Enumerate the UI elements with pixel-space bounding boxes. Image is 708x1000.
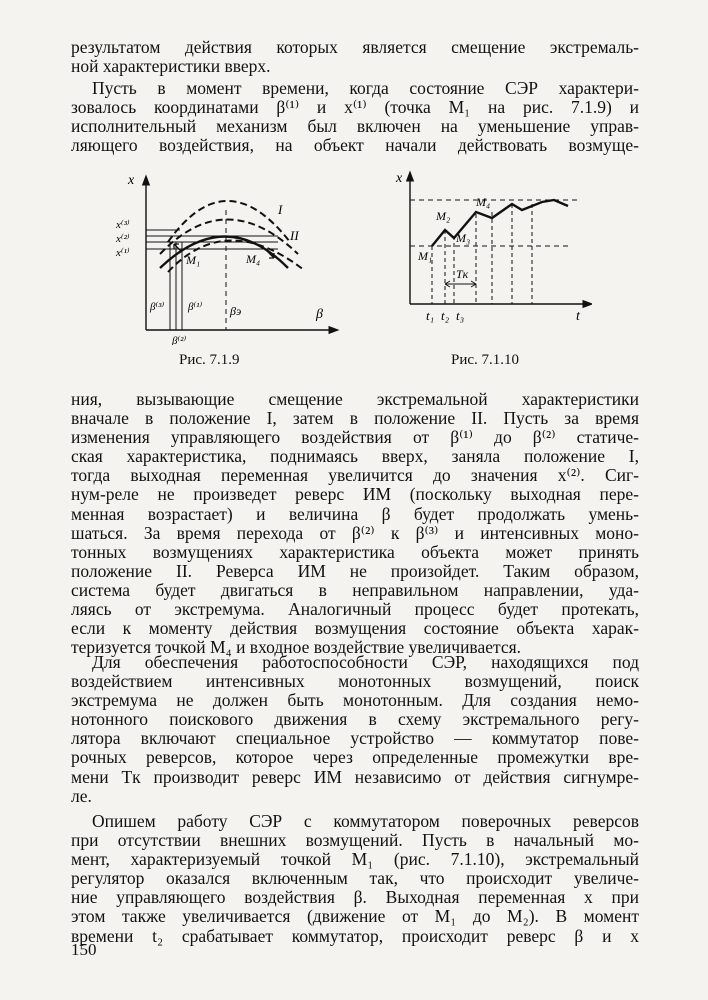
- text-line: менная возрастает) и величина β будет продолжать умень-: [71, 503, 639, 524]
- text-line: если к моменту действия возмущения состояние объекта харак-: [71, 618, 639, 639]
- text-line: времени t₂ срабатывает коммутатор, происходит реверс β и x: [71, 925, 639, 946]
- fig1-x2-label: x⁽²⁾: [116, 233, 130, 245]
- fig1-be-label: βэ: [230, 304, 242, 318]
- text-line: ле.: [71, 785, 92, 806]
- text-line: рочных реверсов, которое через определенные промежутки вре-: [71, 747, 639, 768]
- text-line: система будет двигаться в неправильном направлении, уда-: [71, 579, 639, 600]
- fig2-y-label: x: [396, 171, 403, 186]
- fig1-b2-label: β⁽²⁾: [172, 335, 187, 345]
- text-line: ляющего воздействия, на объект начали действовать возмуще-: [71, 135, 639, 156]
- text-block-5: [71, 812, 639, 946]
- text-line: вначале в положение I, затем в положение II. Пусть за время: [71, 408, 639, 429]
- text-line: результатом действия которых является смещение экстремаль-: [71, 37, 639, 57]
- fig1-m1-label: M₁: [186, 253, 201, 267]
- text-line: лятора включают специальное устройство — коммутатор пове-: [71, 728, 639, 749]
- text-block-4: [71, 653, 639, 806]
- fig2-x-label: t: [576, 309, 580, 324]
- text-line: тонных возмущениях характеристика объекта может принять: [71, 541, 639, 562]
- figure-7-1-9: [110, 170, 340, 345]
- fig1-x1-label: x⁽¹⁾: [116, 247, 130, 259]
- text-block-2: [71, 79, 639, 155]
- text-line: Для обеспечения работоспособности СЭР, находящихся под: [92, 652, 639, 672]
- fig2-t3-label: t₃: [456, 308, 465, 323]
- text-block-1: [71, 38, 639, 76]
- text-block-3: [71, 390, 639, 657]
- text-line: изменения управляющего воздействия от β⁽¹⁾ до β⁽²⁾ статиче-: [71, 427, 639, 448]
- text-line: исполнительный механизм был включен на уменьшение управ-: [71, 116, 639, 137]
- caption-fig-7-1-10: Рис. 7.1.10: [451, 352, 520, 368]
- fig2-m1-label: M₁: [418, 249, 433, 263]
- fig1-curve1-label: I: [278, 202, 283, 217]
- text-line: мени Tк производит реверс ИМ независимо от действия сигнумре-: [71, 766, 639, 787]
- fig2-m2-label: M₂: [436, 209, 451, 223]
- text-line: ляясь от экстремума. Аналогичный процесс будет протекать,: [71, 599, 639, 620]
- text-line: Опишем работу СЭР с коммутатором поверочных реверсов: [92, 811, 639, 831]
- figure-7-1-10: [392, 168, 592, 328]
- text-line: воздействием интенсивных монотонных возмущений, поиск: [71, 671, 639, 692]
- text-line: при отсутствии внешних возмущений. Пусть в начальный мо-: [71, 830, 639, 851]
- fig2-t1-label: t₁: [426, 308, 435, 323]
- text-line: регулятор оказался включенным так, что происходит увеличе-: [71, 868, 639, 889]
- text-line: ния, вызывающие смещение экстремальной характеристики: [71, 389, 639, 409]
- text-line: ская характеристика, поднимаясь вверх, заняла положение I,: [71, 446, 639, 467]
- fig2-t2-label: t₂: [441, 308, 450, 323]
- fig1-curve2-label: II: [290, 228, 299, 243]
- fig1-m4-label: M₄: [246, 252, 261, 266]
- text-line: экстремума не должен быть монотонным. Для создания немо-: [71, 690, 639, 711]
- fig1-b1-label: β⁽¹⁾: [188, 301, 203, 313]
- response-curve: [432, 200, 568, 246]
- text-line: нотонного поискового движения в схему экстремального регу-: [71, 709, 639, 730]
- fig1-x3-label: x⁽³⁾: [116, 219, 130, 231]
- fig1-y-label: x: [128, 173, 135, 188]
- text-line: Пусть в момент времени, когда состояние СЭР характери-: [92, 78, 639, 98]
- text-line: теризуется точкой M₄ и входное воздействие увеличивается.: [71, 637, 522, 658]
- text-line: ние управляющего воздействия β. Выходная переменная x при: [71, 887, 639, 908]
- text-line: зовалось координатами β⁽¹⁾ и x⁽¹⁾ (точка M₁ на рис. 7.1.9) и: [71, 97, 639, 118]
- text-line: тогда выходная переменная увеличится до значения x⁽²⁾. Сиг-: [71, 465, 639, 486]
- text-line: ной характеристики вверх.: [71, 56, 271, 77]
- text-line: этом также увеличивается (движение от M₁ до M₂). В момент: [71, 906, 639, 927]
- caption-fig-7-1-9: Рис. 7.1.9: [179, 352, 240, 368]
- text-line: мент, характеризуемый точкой M₁ (рис. 7.1.10), экстремальный: [71, 849, 639, 870]
- fig2-m3-label: M₃: [456, 231, 471, 245]
- fig2-tk-label: Tк: [456, 267, 469, 281]
- fig2-m4-label: M₄: [476, 195, 491, 209]
- fig1-x-label: β: [316, 307, 323, 322]
- text-line: нум-реле не произведет реверс ИМ (поскольку выходная пере-: [71, 484, 639, 505]
- page-number: 150: [71, 940, 97, 959]
- text-line: положение II. Реверса ИМ не произойдет. Таким образом,: [71, 560, 639, 581]
- text-line: шаться. За время перехода от β⁽²⁾ к β⁽³⁾ и интенсивных моно-: [71, 522, 639, 543]
- fig1-b3-label: β⁽³⁾: [150, 301, 165, 313]
